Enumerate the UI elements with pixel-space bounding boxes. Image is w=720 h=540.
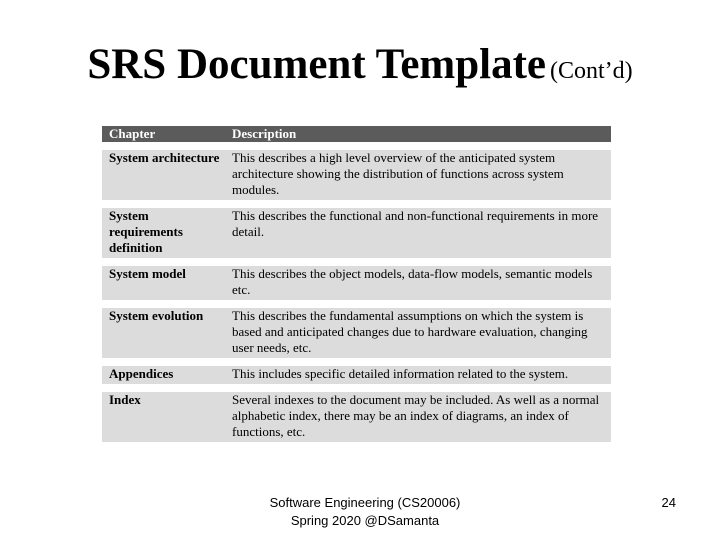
row-description: This describes the fundamental assumptions on which the system is based and anticipated changes due to hardware evaluation, changing user needs, etc.: [232, 308, 588, 355]
slide-footer: [215, 494, 515, 530]
slide-title: [0, 40, 720, 89]
slide-title-suffix: (Cont’d): [550, 58, 633, 84]
footer-course: Software Engineering (CS20006): [269, 495, 461, 510]
table-row: [102, 392, 611, 442]
row-description: This includes specific detailed information related to the system.: [232, 366, 569, 381]
table-header-row: [102, 126, 611, 142]
row-chapter: Appendices: [109, 366, 174, 381]
row-description: Several indexes to the document may be included. As well as a normal alphabetic index, there may be an index of diagrams, an index of functions, etc.: [232, 392, 600, 439]
table-row: [102, 208, 611, 258]
srs-template-table: [102, 126, 611, 450]
table-row: [102, 308, 611, 358]
row-description: This describes a high level overview of the anticipated system architecture showing the distribution of functions across system modules.: [232, 150, 564, 197]
row-chapter: System requirements definition: [109, 208, 183, 255]
row-chapter: Index: [109, 392, 141, 407]
table-row: [102, 366, 611, 384]
table-row: [102, 150, 611, 200]
footer-term: Spring 2020 @DSamanta: [290, 513, 440, 528]
page-number: 24: [661, 495, 676, 510]
row-chapter: System model: [109, 266, 186, 281]
header-description: Description: [232, 126, 297, 141]
header-chapter: Chapter: [109, 126, 156, 141]
row-chapter: System evolution: [109, 308, 204, 323]
row-description: This describes the object models, data-flow models, semantic models etc.: [232, 266, 593, 297]
table-row: [102, 266, 611, 300]
row-description: This describes the functional and non-functional requirements in more detail.: [232, 208, 599, 239]
row-chapter: System architecture: [109, 150, 220, 165]
slide-title-main: SRS Document Template: [87, 41, 547, 88]
